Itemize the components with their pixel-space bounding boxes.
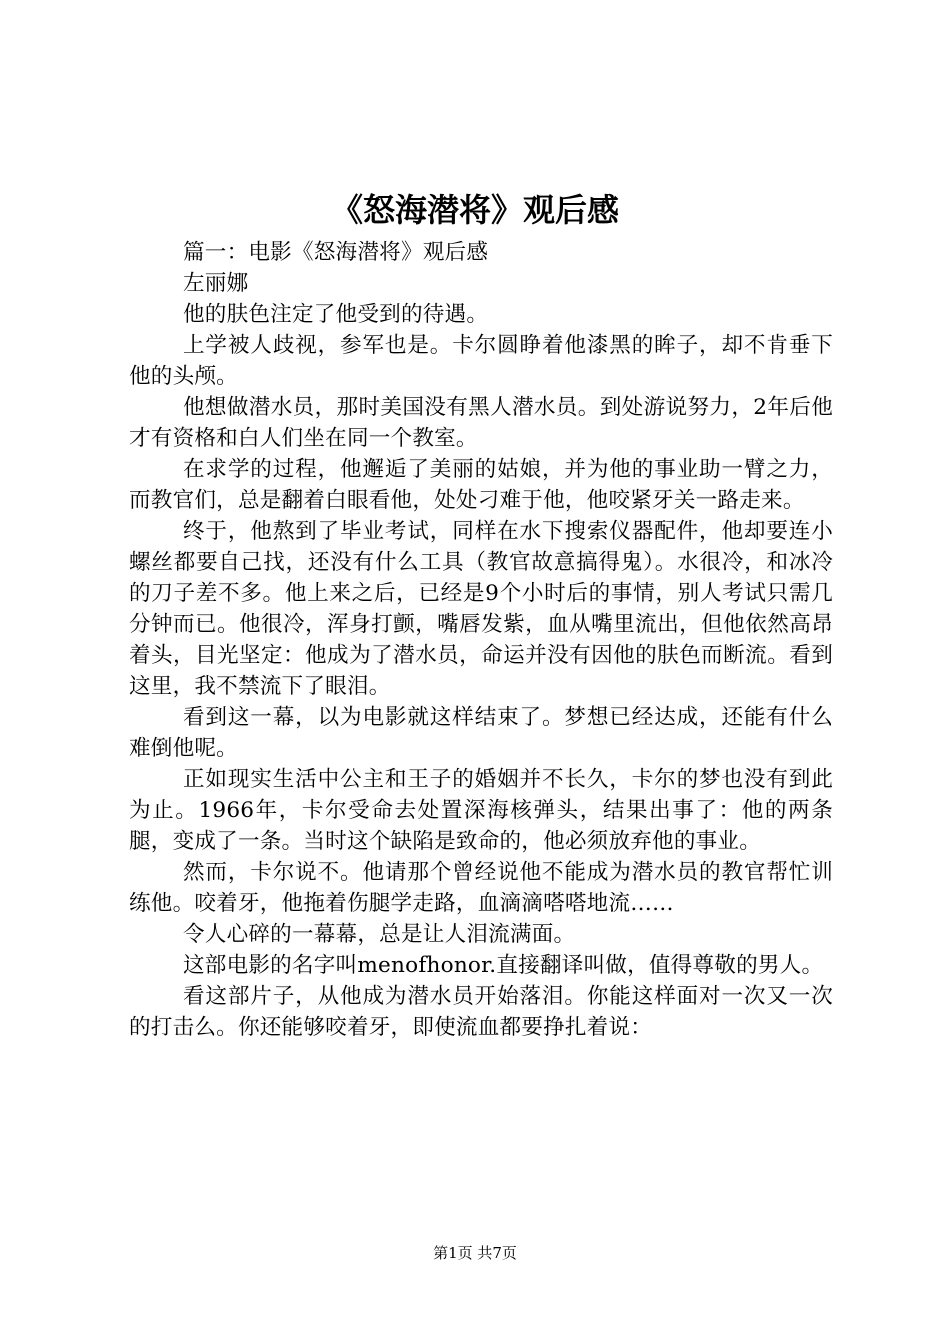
paragraph: 正如现实生活中公主和王子的婚姻并不长久，卡尔的梦也没有到此为止。1966年，卡尔受命去处置深海核弹头，结果出事了：他的两条腿，变成了一条。当时这个缺陷是致命的，他必须放弃他的事业。 [129, 767, 833, 854]
paragraph: 然而，卡尔说不。他请那个曾经说他不能成为潜水员的教官帮忙训练他。咬着牙，他拖着伤腿学走路，血滴滴嗒嗒地流…… [129, 860, 833, 916]
page-footer: 第1页 共7页 [433, 1244, 517, 1262]
document-title: 《怒海潜将》观后感 [330, 191, 619, 229]
document-body [129, 237, 833, 1043]
paragraph: 左丽娜 [183, 271, 249, 296]
paragraph: 上学被人歧视，参军也是。卡尔圆睁着他漆黑的眸子，却不肯垂下他的头颅。 [129, 333, 833, 389]
paragraph: 这部电影的名字叫menofhonor.直接翻译叫做，值得尊敬的男人。 [183, 953, 824, 978]
paragraph: 看这部片子，从他成为潜水员开始落泪。你能这样面对一次又一次的打击么。你还能够咬着牙，即使流血都要挣扎着说： [129, 984, 833, 1040]
paragraph: 终于，他熬到了毕业考试，同样在水下搜索仪器配件，他却要连小螺丝都要自己找，还没有什么工具（教官故意搞得鬼）。水很冷，和冰冷的刀子差不多。他上来之后，已经是9个小时后的事情，别人考试只需几分钟而已。他很冷，浑身打颤，嘴唇发紫，血从嘴里流出，但他依然高昂着头，目光坚定：他成为了潜水员，命运并没有因他的肤色而断流。看到这里，我不禁流下了眼泪。 [129, 519, 833, 699]
paragraph: 他的肤色注定了他受到的待遇。 [183, 302, 489, 327]
paragraph: 他想做潜水员，那时美国没有黑人潜水员。到处游说努力，2年后他才有资格和白人们坐在同一个教室。 [129, 395, 833, 451]
paragraph: 令人心碎的一幕幕，总是让人泪流满面。 [183, 922, 576, 947]
paragraph: 看到这一幕，以为电影就这样结束了。梦想已经达成，还能有什么难倒他呢。 [129, 705, 833, 761]
paragraph: 篇一：电影《怒海潜将》观后感 [183, 240, 489, 265]
paragraph: 在求学的过程，他邂逅了美丽的姑娘，并为他的事业助一臂之力，而教官们，总是翻着白眼看他，处处刁难于他，他咬紧牙关一路走来。 [129, 457, 833, 513]
